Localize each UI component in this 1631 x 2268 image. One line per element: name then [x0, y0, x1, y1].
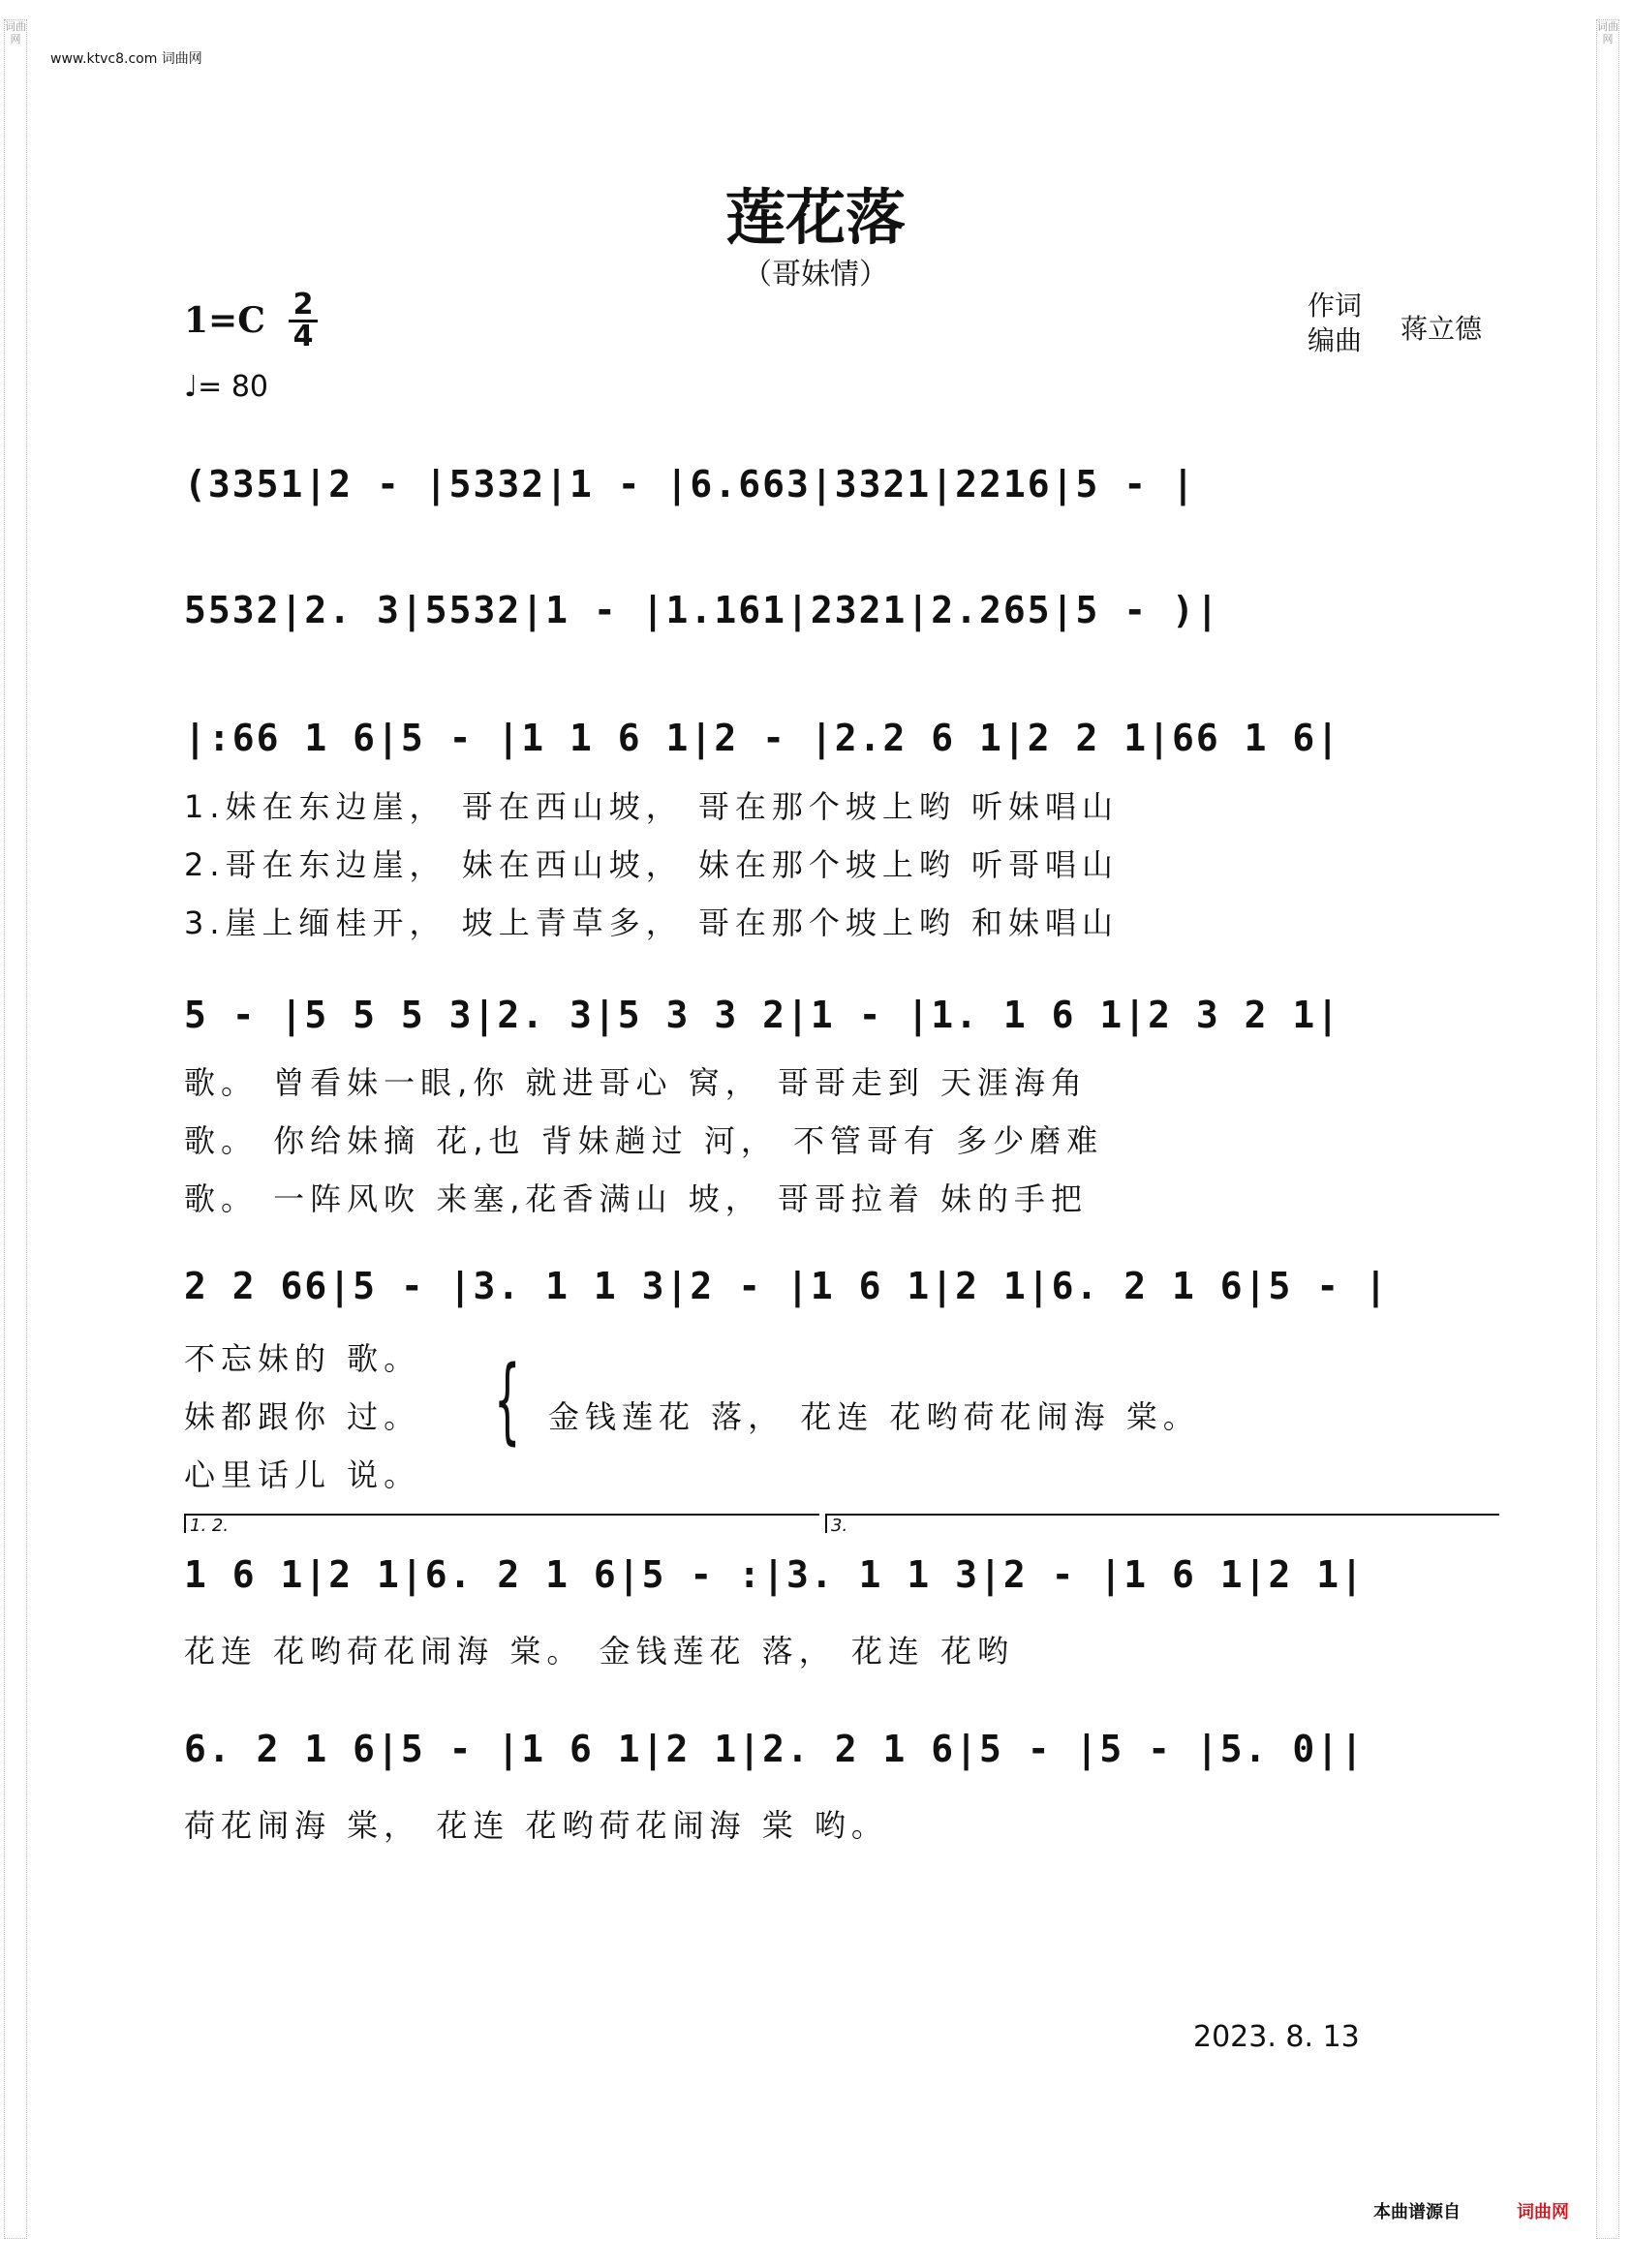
lyric-line-10: 花连 花哟荷花闹海 棠。 金钱莲花 落， 花连 花哟 — [184, 1633, 1015, 1670]
footer-site-link[interactable]: 词曲网 — [1517, 2202, 1569, 2222]
arranger-label: 编曲 — [1308, 324, 1363, 356]
site-url: www.ktvc8.com 词曲网 — [50, 51, 202, 67]
lyric-line-9: 心里话儿 说。 — [184, 1456, 421, 1493]
key-signature: 1=C — [184, 300, 265, 341]
score-line-3: |:66 1 6|5 - |1 1 6 1|2 - |2.2 6 1|2 2 1|66 1 6| — [184, 717, 1341, 759]
lyric-line-5: 歌。 你给妹摘 花,也 背妹趟过 河， 不管哥有 多少磨难 — [184, 1122, 1104, 1159]
volta-second-ending: 3. — [825, 1514, 1499, 1533]
lyric-verse-1: 1.妹在东边崖， 哥在西山坡， 哥在那个坡上哟 听妹唱山 — [184, 788, 1120, 825]
volta-first-ending: 1. 2. — [184, 1514, 819, 1533]
lyric-brace: { — [494, 1346, 521, 1455]
meter-top: 2 — [292, 288, 314, 322]
score-line-2: 5532|2. 3|5532|1 - |1.161|2321|2.265|5 - )| — [184, 589, 1220, 631]
chorus-lyric: 金钱莲花 落， 花连 花哟荷花闹海 棠。 — [548, 1398, 1200, 1435]
meter-bottom: 4 — [292, 320, 314, 353]
left-watermark-strip: 词曲网 — [4, 19, 27, 2239]
lyric-verse-2: 2.哥在东边崖， 妹在西山坡， 妹在那个坡上哟 听哥唱山 — [184, 846, 1120, 883]
score-line-6: 1 6 1|2 1|6. 2 1 6|5 - :|3. 1 1 3|2 - |1 6 1|2 1| — [184, 1553, 1366, 1596]
credit-roles — [1308, 289, 1362, 358]
song-title: 莲花落 — [724, 182, 906, 253]
score-line-1: (3351|2 - |5332|1 - |6.663|3321|2216|5 - | — [184, 463, 1196, 506]
lyric-line-8: 妹都跟你 过。 — [184, 1398, 421, 1435]
composer-name: 蒋立德 — [1400, 313, 1483, 345]
lyric-verse-3: 3.崖上缅桂开， 坡上青草多， 哥在那个坡上哟 和妹唱山 — [184, 904, 1120, 941]
footer-source-label: 本曲谱源自 — [1373, 2202, 1461, 2222]
score-line-7: 6. 2 1 6|5 - |1 6 1|2 1|2. 2 1 6|5 - |5 - |5. 0|| — [184, 1728, 1366, 1770]
time-signature — [289, 288, 318, 353]
right-watermark-strip: 词曲网 — [1596, 19, 1619, 2239]
tempo-marking: ♩= 80 — [184, 370, 268, 404]
lyric-line-4: 歌。 曾看妹一眼,你 就进哥心 窝， 哥哥走到 天涯海角 — [184, 1064, 1089, 1101]
score-line-5: 2 2 66|5 - |3. 1 1 3|2 - |1 6 1|2 1|6. 2 1 6|5 - | — [184, 1265, 1389, 1307]
song-subtitle: （哥妹情） — [743, 258, 888, 291]
date-stamp: 2023. 8. 13 — [1193, 2020, 1360, 2054]
lyric-line-7: 不忘妹的 歌。 — [184, 1340, 421, 1377]
lyricist-label: 作词 — [1308, 290, 1363, 322]
score-line-4: 5 - |5 5 5 3|2. 3|5 3 3 2|1 - |1. 1 6 1|2 3 2 1| — [184, 994, 1341, 1036]
lyric-line-6: 歌。 一阵风吹 来塞,花香满山 坡， 哥哥拉着 妹的手把 — [184, 1180, 1089, 1217]
lyric-line-11: 荷花闹海 棠， 花连 花哟荷花闹海 棠 哟。 — [184, 1807, 888, 1844]
